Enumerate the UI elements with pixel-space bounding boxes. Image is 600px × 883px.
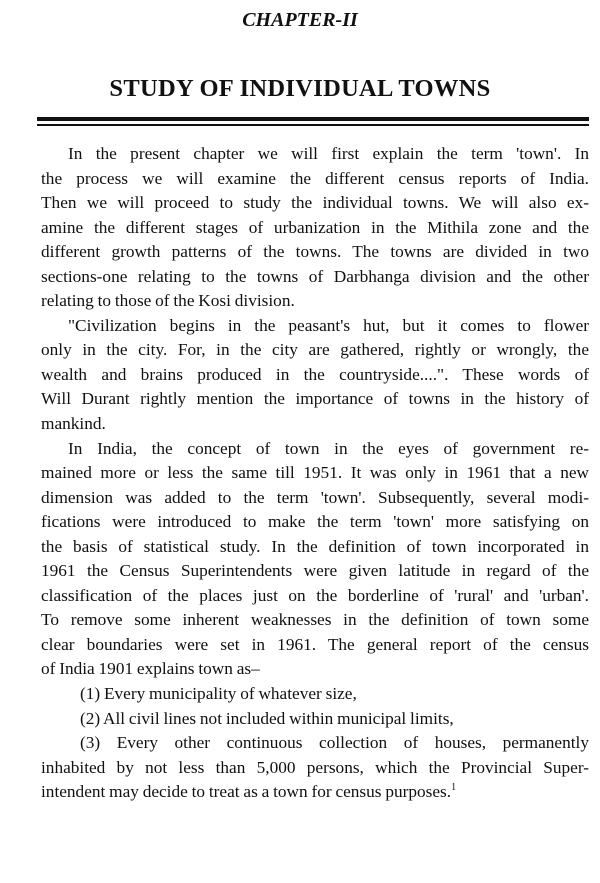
title-rule-thick: [37, 117, 589, 121]
text-line: sections-one relating to the towns of Darbhanga division and the other: [41, 266, 589, 286]
text-line: fications were introduced to make the term 'town' more satisfying on: [41, 512, 589, 532]
text-line: "Civilization begins in the peasant's hut, but it comes to flower: [68, 315, 589, 335]
text-line: In the present chapter we will first explain the term 'town'. In: [68, 144, 589, 163]
list-item: (1) Every municipality of whatever size,: [80, 684, 357, 704]
text-line: Will Durant rightly mention the importance of towns in the history of: [41, 389, 589, 409]
text-line: dimension was added to the term 'town'. Subsequently, several modi-: [41, 487, 589, 507]
text-line: the basis of statistical study. In the definition of town incorporated in: [41, 536, 589, 556]
text-line: To remove some inherent weaknesses in the definition of town some: [41, 610, 589, 630]
text-line: [41, 780, 589, 805]
list-item: (2) All civil lines not included within municipal limits,: [80, 708, 454, 728]
paragraph: [41, 142, 589, 314]
text-line: the process we will examine the different census reports of India.: [41, 168, 589, 188]
paragraph: [41, 314, 589, 437]
title-rule-thin: [37, 124, 589, 126]
text-line: wealth and brains produced in the countryside....". These words of: [41, 364, 589, 384]
text-line: 1961 the Census Superintendents were given latitude in regard of the: [41, 561, 589, 581]
footnote-marker: 1: [451, 782, 457, 794]
text-line-content: intendent may decide to treat as a town for census purposes.: [41, 782, 452, 802]
text-line: mained more or less the same till 1951. It was only in 1961 that a new: [41, 463, 589, 483]
chapter-title: STUDY OF INDIVIDUAL TOWNS: [109, 75, 491, 102]
text-line: inhabited by not less than 5,000 persons, which the Provincial Super-: [41, 757, 589, 777]
body-text: [41, 142, 589, 805]
text-line: only in the city. For, in the city are gathered, rightly or wrongly, the: [41, 340, 589, 360]
definition-list: [41, 682, 589, 805]
chapter-label: CHAPTER-II: [242, 9, 358, 31]
text-line: (3) Every other continuous collection of houses, permanently: [80, 733, 589, 753]
text-line: of India 1901 explains town as–: [41, 659, 260, 679]
text-line: Then we will proceed to study the individual towns. We will also ex-: [41, 193, 589, 213]
text-line: relating to those of the Kosi division.: [41, 291, 295, 311]
text-line: clear boundaries were set in 1961. The general report of the census: [41, 634, 589, 654]
text-line: amine the different stages of urbanization in the Mithila zone and the: [41, 217, 589, 237]
text-line: In India, the concept of town in the eyes of government re-: [68, 438, 589, 458]
text-line: mankind.: [41, 414, 106, 434]
text-line: classification of the places just on the borderline of 'rural' and 'urban'.: [41, 585, 589, 605]
text-line: different growth patterns of the towns. The towns are divided in two: [41, 242, 589, 262]
paragraph: [41, 437, 589, 682]
list-item: [41, 731, 589, 805]
